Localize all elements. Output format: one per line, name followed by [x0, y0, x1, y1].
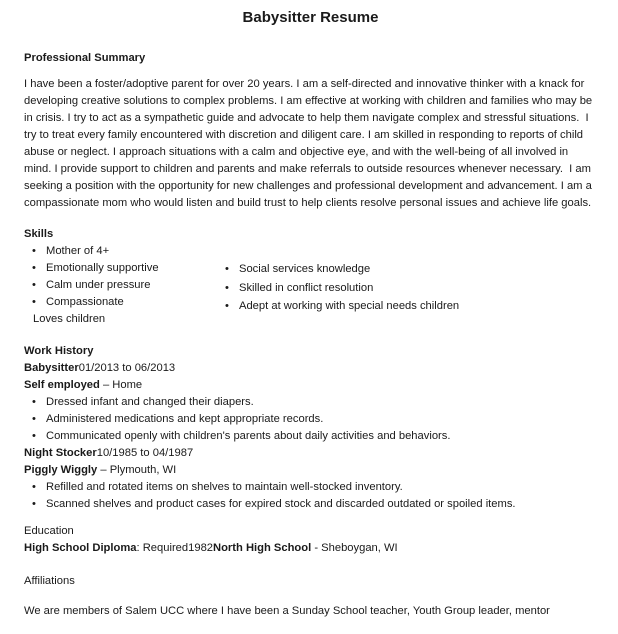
list-item: • Skilled in conflict resolution: [224, 279, 459, 298]
list-item: • Emotionally supportive: [31, 260, 224, 277]
job-title-line: [24, 445, 597, 462]
job-location: – Home: [99, 379, 143, 391]
job-dates: 01/2013 to 06/2013: [78, 362, 176, 374]
job-title: Night Stocker: [24, 447, 97, 459]
job-duties-list: [31, 479, 597, 513]
education-school-location: - Sheboygan, WI: [311, 542, 398, 554]
list-item: • Refilled and rotated items on shelves to maintain well-stocked inventory.: [31, 479, 597, 496]
list-item: • Mother of 4+: [31, 243, 224, 260]
education-degree: High School Diploma: [24, 542, 137, 554]
summary-text: I have been a foster/adoptive parent for over 20 years. I am a self-directed and innovative thinker with a knack for developing creative solutions to complex problems. I am effective at working with children and families who may be in crisis. I try to act as a sympathetic guide and advocate to help them navigate complex and stressful situations. I try to treat every family encountered with discretion and diligent care. I am skilled in responding to reports of child abuse or neglect. I approach situations with a calm and objective eye, and with the well-being of all involved in mind. I provide support to children and parents and make referrals to outside resources whenever necessary. I am seeking a position with the opportunity for new challenges and professional development and advancement. I am a compassionate mom who would listen and build trust to help clients resolve personal issues and achieve life goals.: [24, 78, 596, 209]
skills-list-right: [224, 260, 459, 316]
skills-columns: [24, 243, 597, 328]
job-dates: 10/1985 to 04/1987: [96, 447, 194, 459]
list-item: • Calm under pressure: [31, 277, 224, 294]
education-line: [24, 540, 597, 557]
list-item: • Social services knowledge: [224, 260, 459, 279]
work-history-heading: Work History: [24, 345, 94, 357]
affiliations-heading: Affiliations: [24, 575, 75, 587]
job-employer-line: [24, 377, 597, 394]
job-employer-line: [24, 462, 597, 479]
skills-plain-item: Loves children: [33, 313, 106, 325]
list-item: • Administered medications and kept appropriate records.: [31, 411, 597, 428]
job-duties-list: [31, 394, 597, 445]
skills-column-left: [24, 243, 224, 328]
skills-list-left: [31, 243, 224, 311]
document-title: Babysitter Resume: [242, 9, 379, 26]
summary-heading: Professional Summary: [24, 52, 146, 64]
skills-heading: Skills: [24, 228, 54, 240]
job-entry: [24, 360, 597, 445]
job-location: – Plymouth, WI: [97, 464, 177, 476]
education-school: North High School: [213, 542, 312, 554]
job-title: Babysitter: [24, 362, 79, 374]
list-item: • Scanned shelves and product cases for expired stock and discarded outdated or spoiled items.: [31, 496, 597, 513]
education-year: 1982: [188, 542, 214, 554]
education-requirement: : Required: [136, 542, 189, 554]
job-entry: [24, 445, 597, 513]
job-employer: Piggly Wiggly: [24, 464, 98, 476]
job-title-line: [24, 360, 597, 377]
list-item: • Communicated openly with children's parents about daily activities and behaviors.: [31, 428, 597, 445]
list-item: • Dressed infant and changed their diapers.: [31, 394, 597, 411]
job-employer: Self employed: [24, 379, 100, 391]
education-heading: Education: [24, 525, 74, 537]
affiliations-text: We are members of Salem UCC where I have been a Sunday School teacher, Youth Group leader, mentor: [24, 605, 550, 617]
list-item: • Adept at working with special needs children: [224, 297, 459, 316]
list-item: • Compassionate: [31, 294, 224, 311]
